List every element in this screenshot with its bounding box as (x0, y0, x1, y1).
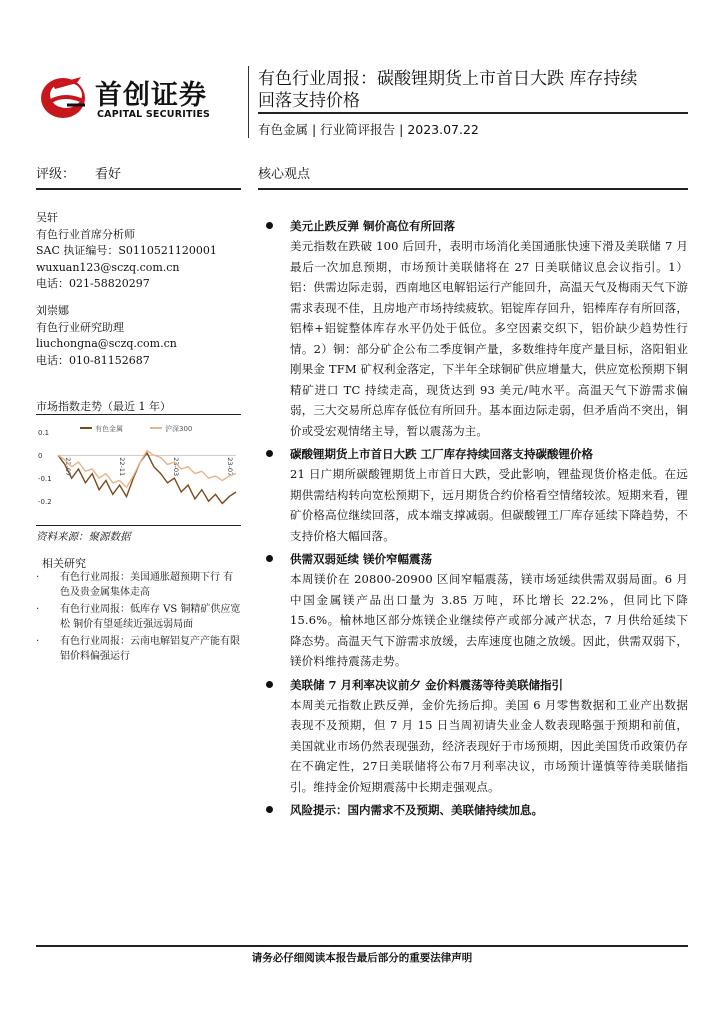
bullet-icon (266, 681, 273, 688)
core-point-body: 本周美元指数止跌反弹，金价先扬后抑。美国 6 月零售数据和工业产出数据表现不及预期，但 7 月 15 日当周初请失业金人数表现略强于预期和前值，美国就业市场仍然表现强劲，经济表现好于市场预期，因此美国货币政策仍存在不确定性，27日美联储将公布7月利率决议，市场预计谨慎等待美联储指引。维持金价短期震荡中长期走强观点。 (290, 697, 688, 794)
related-item-text: 有色行业周报：美国通胀超预期下行 有色及贵金属集体走高 (60, 572, 234, 598)
legend-label: 有色金属 (95, 425, 123, 433)
title-line-2: 回落支持价格 (258, 91, 360, 111)
analyst-card (36, 303, 241, 369)
y-tick-label: 0 (38, 452, 43, 461)
risk-warning: 风险提示：国内需求不及预期、美联储持续加息。 (290, 803, 543, 817)
core-point-head: 碳酸锂期货上市首日大跌 工厂库存持续回落支持碳酸锂价格 (290, 447, 594, 461)
core-views-title: 核心观点 (258, 167, 311, 182)
x-tick-label: 23-07 (226, 457, 234, 477)
legal-disclaimer: 请务必仔细阅读本报告最后部分的重要法律声明 (251, 952, 473, 964)
company-logo (37, 71, 237, 123)
report-subtitle: 有色金属 | 行业简评报告 | 2023.07.22 (258, 122, 479, 137)
chart-source: 资料来源：聚源数据 (36, 531, 131, 543)
related-item-text: 有色行业周报：云南电解铝复产产能有限 铝价料偏强运行 (60, 636, 240, 662)
rating-value: 看好 (95, 167, 122, 182)
core-point-body: 21 日广期所碳酸锂期货上市首日大跌，受此影响，锂盐现货价格走低。在远期供需结构转向宽松预期下，远月期货合约价格看空情绪较浓。短期来看，锂矿价格高位继续回落，成本端支撑减弱。但碳酸锂工厂库存延续下降趋势，不支持价格大幅回落。 (290, 467, 688, 543)
chart-title: 市场指数走势（最近 1 年） (36, 400, 171, 413)
legend-label: 沪深300 (165, 425, 193, 433)
header-divider (248, 66, 249, 138)
report-title (258, 68, 698, 112)
y-tick-label: 0.1 (38, 429, 50, 438)
core-point (266, 549, 688, 672)
core-point (266, 675, 688, 798)
logo-text-en: CAPITAL SECURITIES (97, 109, 211, 120)
analyst-phone: 电话：021-58820297 (36, 277, 150, 290)
left-rule (36, 188, 241, 190)
logo-text-cn: 首创证券 (95, 80, 207, 111)
analyst-card (36, 210, 241, 293)
related-item-text: 有色行业周报：低库存 VS 铜精矿供应宽松 铜价有望延续近强远弱局面 (60, 604, 241, 630)
bullet-icon (266, 222, 273, 229)
x-tick-label: 23-03 (172, 457, 180, 477)
rating-label: 评级： (36, 167, 76, 182)
y-tick-label: -0.2 (38, 498, 52, 507)
bullet-icon: · (36, 572, 40, 583)
title-line-1: 有色行业周报：碳酸锂期货上市首日大跌 库存持续 (258, 69, 638, 89)
related-item[interactable] (36, 634, 241, 664)
core-point (266, 216, 688, 441)
title-rule (258, 112, 688, 114)
analyst-email[interactable]: liuchongna@sczq.com.cn (36, 337, 177, 350)
x-tick-label: 22-11 (118, 457, 126, 477)
analyst-email[interactable]: wuxuan123@sczq.com.cn (36, 260, 180, 274)
core-point-head: 美联储 7 月利率决议前夕 金价料震荡等待美联储指引 (290, 677, 564, 692)
bullet-icon: · (36, 636, 40, 647)
core-point-head: 美元止跌反弹 铜价高位有所回落 (290, 219, 456, 233)
related-item[interactable] (36, 570, 241, 600)
bullet-icon (266, 555, 273, 562)
core-views (266, 216, 688, 823)
analyst-phone: 电话：010-81152687 (36, 353, 150, 367)
bullet-icon (266, 806, 273, 813)
chart-canvas (36, 415, 241, 525)
y-tick-label: -0.1 (38, 475, 52, 484)
analyst-role: 有色行业首席分析师 (36, 227, 135, 241)
market-index-chart (36, 414, 241, 526)
rating (36, 163, 141, 182)
analyst-role: 有色行业研究助理 (36, 320, 124, 334)
analyst-name: 刘崇娜 (36, 304, 69, 317)
core-point-body: 美元指数在跌破 100 后回升，表明市场消化美国通胀快速下滑及美联储 7 月最后一次加息预期，市场预计美联储将在 27 日美联储议息会议指引。1）铝：供需边际走弱，西南地区电解铝运行产能回升，高温天气及梅雨天气下游需求表现不佳，且房地产市场持续疲软。铝锭库存回升，铝棒库存有所回落，铝棒+铝锭整体库存水平仍处于低位。多空因素交织下，铝价缺少趋势性行情。2）铜：部分矿企公布二季度铜产量，多数维持年度产量目标，洛阳钼业刚果金 TFM 矿权利金落定，下半年全球铜矿供应增量大，供应宽松预期下铜精矿进口 TC 持续走高，现货达到 93 美元/吨水平。高温天气下游需求偏弱，三大交易所总库存低位有所回升。基本面边际走弱，但矛盾尚不突出，铜价或受宏观情绪主导，暂以震荡为主。 (290, 239, 688, 438)
core-point-head: 供需双弱延续 镁价窄幅震荡 (290, 552, 433, 566)
analyst-cert: SAC 执证编号：S0110521120001 (36, 244, 217, 257)
core-point (266, 444, 688, 546)
company-logo-icon (37, 71, 93, 123)
x-tick-label: 22-07 (64, 457, 72, 477)
core-point-body: 本周镁价在 20800-20900 区间窄幅震荡，镁市场延续供需双弱局面。6 月中国金属镁产品出口量为 3.85 万吨，环比增长 22.2%，但同比下降 15.6%。榆林地区部分炼镁企业继续停产或部分减产状态，7 月供给延续下降态势。高温天气下游需求放缓，去库速度也随之放缓。因此，供需双弱下，镁价料维持震荡走势。 (290, 572, 688, 668)
related-research-title: 相关研究 (42, 557, 86, 570)
related-research-list (36, 570, 241, 666)
right-rule (258, 188, 688, 190)
bullet-icon: · (36, 604, 40, 615)
bullet-icon (266, 450, 273, 457)
analyst-name: 吴轩 (36, 211, 58, 224)
related-item[interactable] (36, 602, 241, 632)
footer-rule (36, 945, 688, 947)
core-point (266, 800, 688, 820)
